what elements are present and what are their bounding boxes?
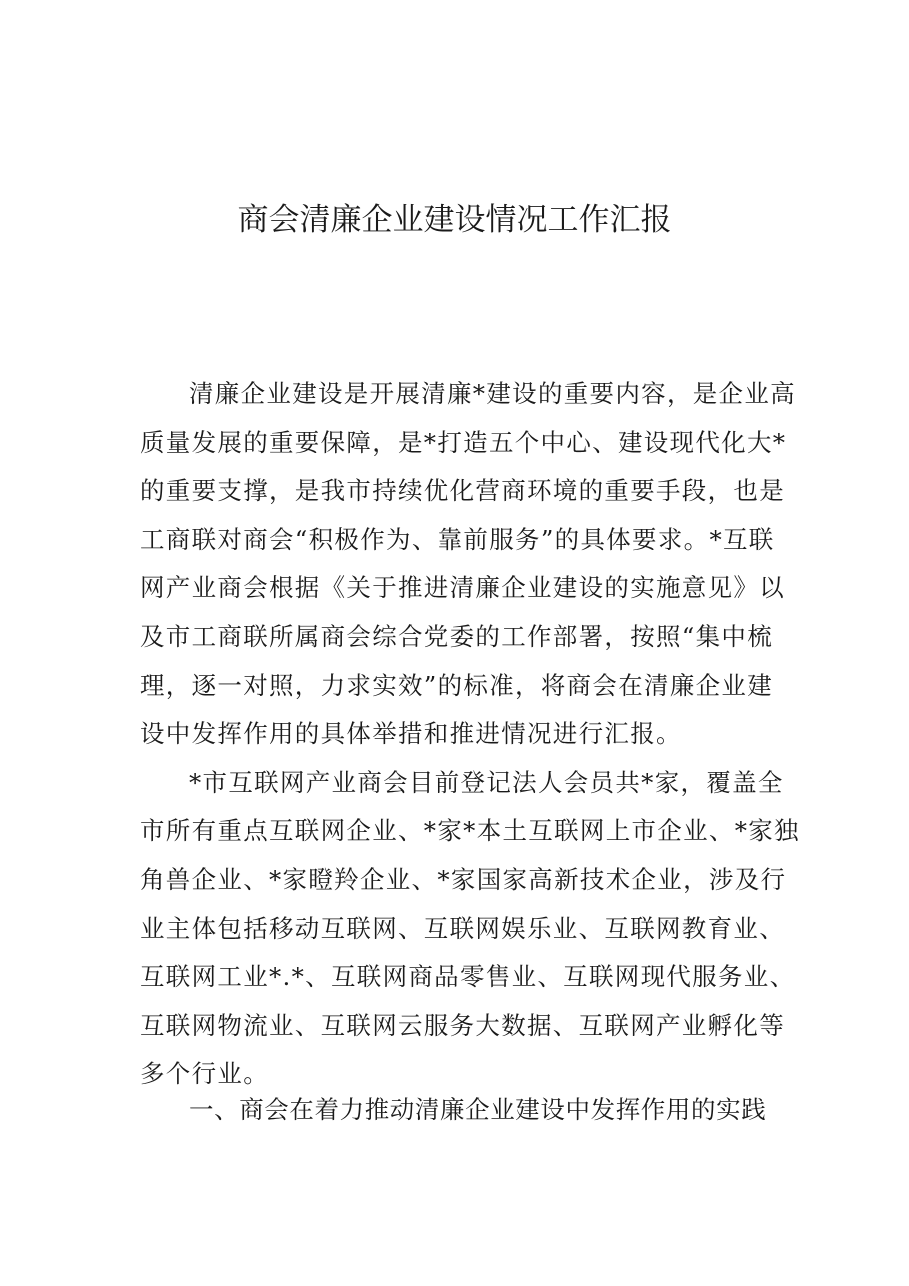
paragraph-line: 角兽企业、*家瞪羚企业、*家国家高新技术企业，涉及行 — [140, 864, 787, 894]
paragraph-line: 设中发挥作用的具体举措和推进情况进行汇报。 — [140, 719, 682, 749]
paragraph-line: 的重要支撑，是我市持续优化营商环境的重要手段，也是 — [140, 476, 785, 506]
paragraph-line: 市所有重点互联网企业、*家*本土互联网上市企业、*家独 — [140, 816, 800, 846]
paragraph-line: *市互联网产业商会目前登记法人会员共*家，覆盖全 — [189, 767, 784, 797]
paragraph-2 — [140, 759, 800, 1099]
document-title: 商会清廉企业建设情况工作汇报 — [237, 202, 672, 238]
paragraph-line: 网产业商会根据《关于推进清廉企业建设的实施意见》以 — [140, 573, 785, 603]
paragraph-line: 工商联对商会“积极作为、靠前服务”的具体要求。*互联 — [140, 524, 775, 554]
paragraph-line: 互联网物流业、互联网云服务大数据、互联网产业孵化等 — [140, 1010, 785, 1040]
paragraph-line: 互联网工业*.*、互联网商品零售业、互联网现代服务业、 — [140, 962, 796, 992]
paragraph-line: 多个行业。 — [140, 1059, 269, 1089]
paragraph-line: 业主体包括移动互联网、互联网娱乐业、互联网教育业、 — [140, 913, 785, 943]
document-body — [140, 370, 800, 1099]
paragraph-line: 及市工商联所属商会综合党委的工作部署，按照“集中梳 — [140, 621, 774, 651]
paragraph-1 — [140, 370, 796, 759]
paragraph-line: 理，逐一对照，力求实效”的标准，将商会在清廉企业建 — [140, 670, 774, 700]
section-heading: 一、商会在着力推动清廉企业建设中发挥作用的实践 — [189, 1095, 767, 1124]
paragraph-line: 清廉企业建设是开展清廉*建设的重要内容，是企业高 — [189, 379, 796, 408]
paragraph-line: 质量发展的重要保障，是*打造五个中心、建设现代化大* — [140, 427, 787, 457]
